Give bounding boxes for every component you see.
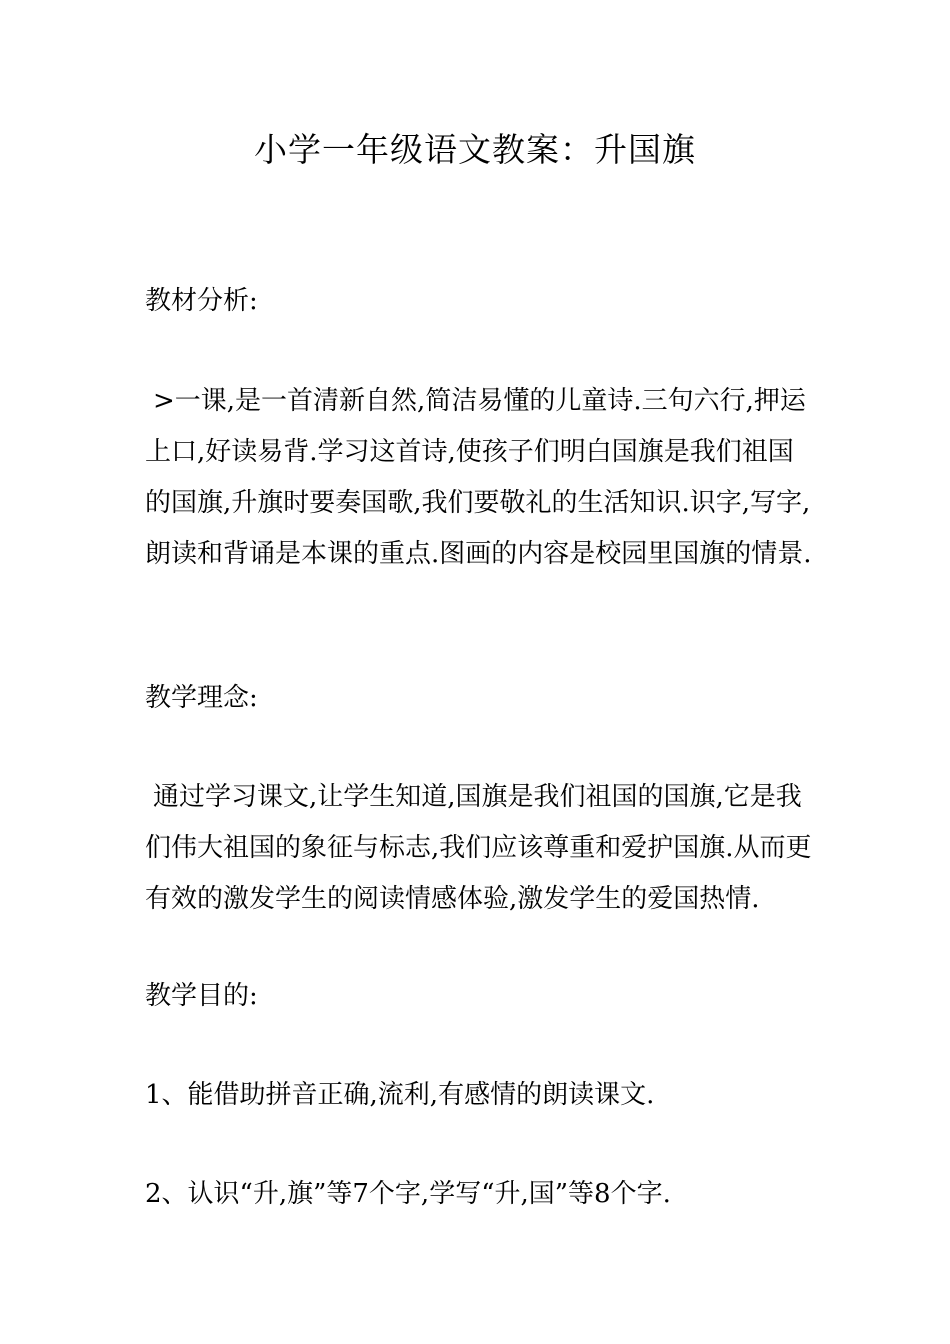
section-heading-objectives: 教学目的: xyxy=(145,981,258,1011)
document-title: 小学一年级语文教案：升国旗 xyxy=(254,130,696,169)
objective-item: 2、认识“升,旗”等7个字,学写“升,国”等8个字. xyxy=(145,1179,671,1209)
objective-item: 1、能借助拼音正确,流利,有感情的朗读课文. xyxy=(145,1080,655,1110)
section-heading-analysis: 教材分析: xyxy=(145,286,258,316)
section-heading-philosophy: 教学理念: xyxy=(145,683,258,713)
section-paragraph-analysis: >一课,是一首清新自然,简洁易懂的儿童诗.三句六行,押运上口,好读易背.学习这首诗,使孩子们明白国旗是我们祖国的国旗,升旗时要奏国歌,我们要敬礼的生活知识.识字,写字,朗读和背诵是本课的重点.图画的内容是校园里国旗的情景. xyxy=(145,386,812,569)
section-paragraph-philosophy: 通过学习课文,让学生知道,国旗是我们祖国的国旗,它是我们伟大祖国的象征与标志,我们应该尊重和爱护国旗.从而更有效的激发学生的阅读情感体验,激发学生的爱国热情. xyxy=(145,782,812,914)
